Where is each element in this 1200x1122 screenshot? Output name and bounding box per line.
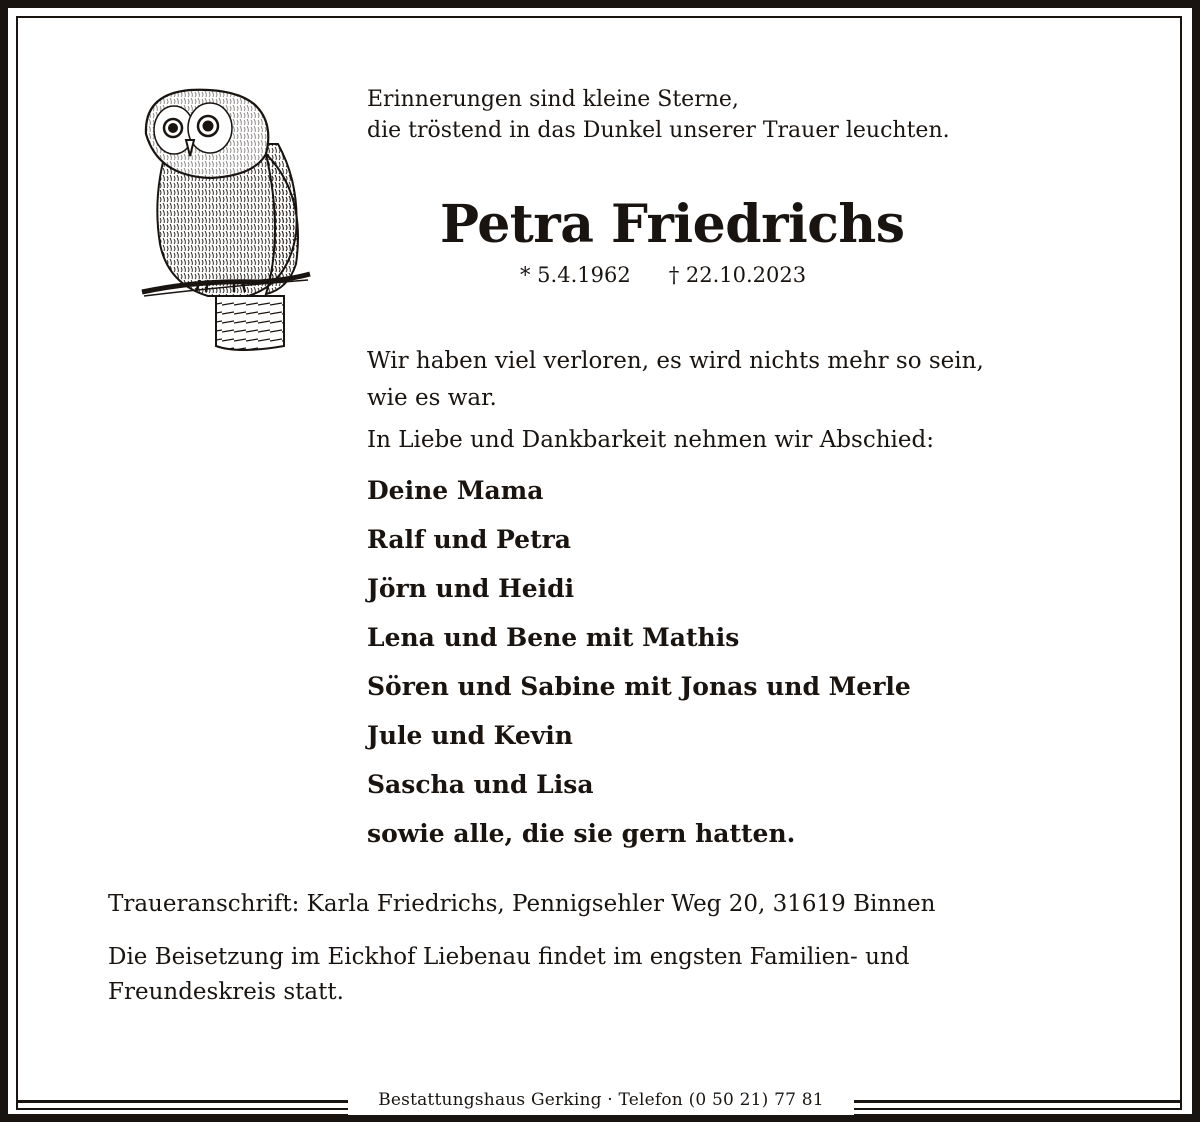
intro-line: wie es war.: [367, 385, 497, 411]
quote-line: die tröstend in das Dunkel unserer Trauer leuchten.: [367, 118, 950, 143]
funeral-notice: [108, 940, 1168, 1010]
list-item: Jörn und Heidi: [367, 574, 575, 603]
quote-line: Erinnerungen sind kleine Sterne,: [367, 87, 739, 112]
death-date: † 22.10.2023: [668, 263, 807, 287]
funeral-line: Freundeskreis statt.: [108, 979, 344, 1005]
funeral-home-footer: Bestattungshaus Gerking · Telefon (0 50 21) 77 81: [348, 1087, 854, 1115]
intro-line: In Liebe und Dankbarkeit nehmen wir Abschied:: [367, 427, 934, 453]
farewell-intro: [367, 343, 1167, 459]
footer-divider-right: [854, 1100, 1182, 1103]
footer-divider-left: [16, 1100, 348, 1103]
list-item: Lena und Bene mit Mathis: [367, 623, 740, 652]
life-dates: [520, 261, 1020, 289]
list-item: sowie alle, die sie gern hatten.: [367, 819, 796, 848]
memorial-quote: [367, 84, 1147, 146]
intro-line: Wir haben viel verloren, es wird nichts mehr so sein,: [367, 348, 984, 374]
mourning-address: Traueranschrift: Karla Friedrichs, Pennigsehler Weg 20, 31619 Binnen: [108, 891, 936, 917]
mourners-list: [367, 466, 1167, 858]
list-item: Deine Mama: [367, 476, 544, 505]
owl-icon: [138, 84, 314, 354]
list-item: Sascha und Lisa: [367, 770, 594, 799]
birth-date: * 5.4.1962: [520, 263, 631, 287]
funeral-line: Die Beisetzung im Eickhof Liebenau findet im engsten Familien- und: [108, 944, 910, 970]
list-item: Ralf und Petra: [367, 525, 571, 554]
deceased-name: Petra Friedrichs: [440, 194, 905, 255]
list-item: Sören und Sabine mit Jonas und Merle: [367, 672, 911, 701]
list-item: Jule und Kevin: [367, 721, 573, 750]
